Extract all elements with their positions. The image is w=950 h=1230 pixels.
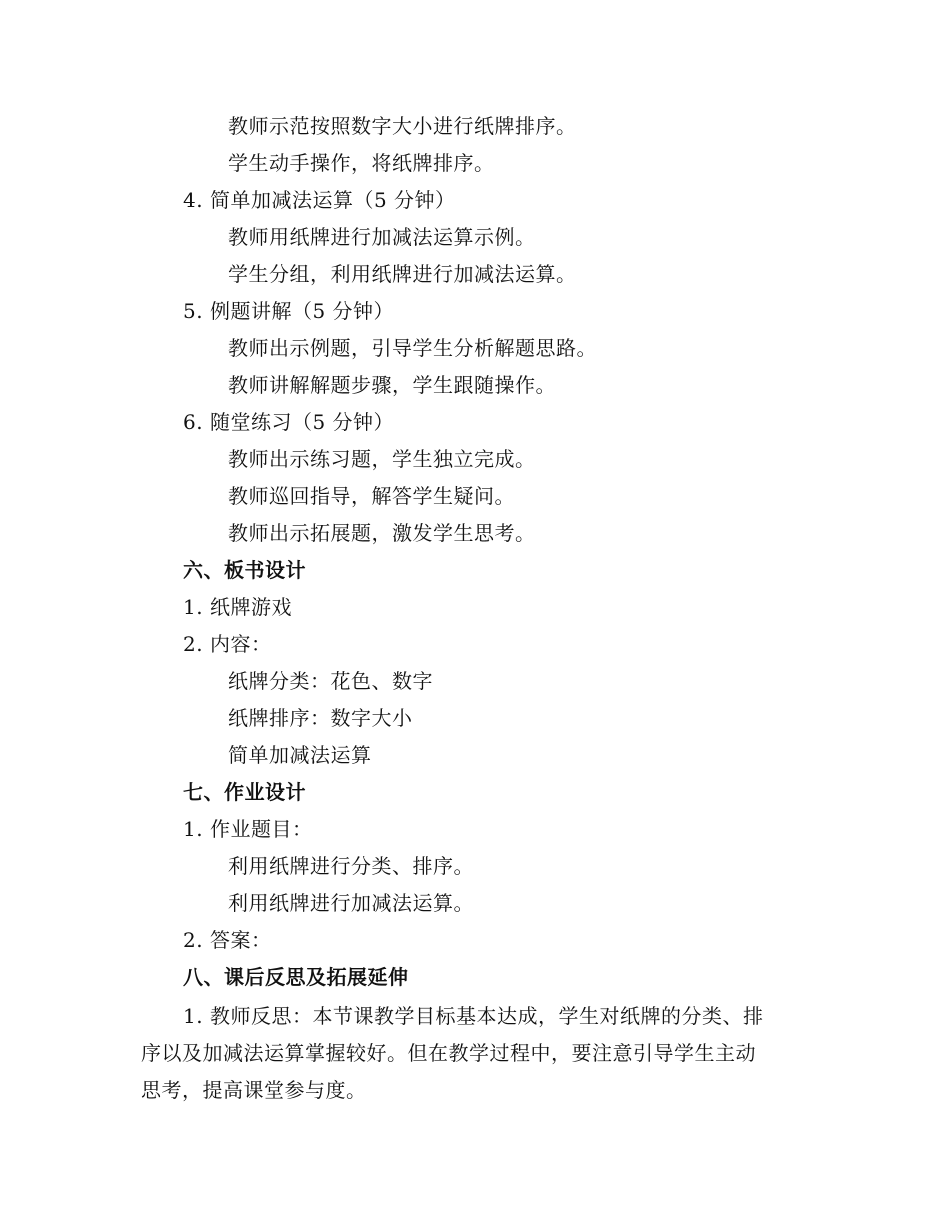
paragraph-line: 思考，提高课堂参与度。 — [141, 1078, 367, 1102]
text-line: 学生动手操作，将纸牌排序。 — [228, 151, 495, 175]
list-item-heading: 5. 例题讲解（5 分钟） — [183, 299, 395, 323]
section-heading: 七、作业设计 — [183, 780, 306, 804]
text-line: 教师示范按照数字大小进行纸牌排序。 — [228, 114, 577, 138]
text-line: 教师出示练习题，学生独立完成。 — [228, 447, 536, 471]
paragraph-line: 序以及加减法运算掌握较好。但在教学过程中，要注意引导学生主动 — [141, 1041, 756, 1065]
text-line: 教师出示拓展题，激发学生思考。 — [228, 521, 536, 545]
text-line: 利用纸牌进行分类、排序。 — [228, 854, 474, 878]
text-line: 教师用纸牌进行加减法运算示例。 — [228, 225, 536, 249]
paragraph-line: 1. 教师反思：本节课教学目标基本达成，学生对纸牌的分类、排 — [183, 1004, 764, 1028]
text-line: 纸牌排序：数字大小 — [228, 706, 413, 730]
text-line: 简单加减法运算 — [228, 743, 372, 767]
list-item-heading: 4. 简单加减法运算（5 分钟） — [183, 188, 456, 212]
text-line: 利用纸牌进行加减法运算。 — [228, 891, 474, 915]
list-item-heading: 6. 随堂练习（5 分钟） — [183, 410, 395, 434]
list-item: 1. 纸牌游戏 — [183, 595, 292, 619]
text-line: 纸牌分类：花色、数字 — [228, 669, 433, 693]
list-item: 2. 内容： — [183, 632, 272, 656]
text-line: 教师出示例题，引导学生分析解题思路。 — [228, 336, 597, 360]
text-line: 教师讲解解题步骤，学生跟随操作。 — [228, 373, 556, 397]
text-line: 教师巡回指导，解答学生疑问。 — [228, 484, 515, 508]
section-heading: 六、板书设计 — [183, 558, 306, 582]
section-heading: 八、课后反思及拓展延伸 — [183, 965, 409, 989]
list-item: 2. 答案： — [183, 928, 272, 952]
list-item: 1. 作业题目： — [183, 817, 313, 841]
text-line: 学生分组，利用纸牌进行加减法运算。 — [228, 262, 577, 286]
